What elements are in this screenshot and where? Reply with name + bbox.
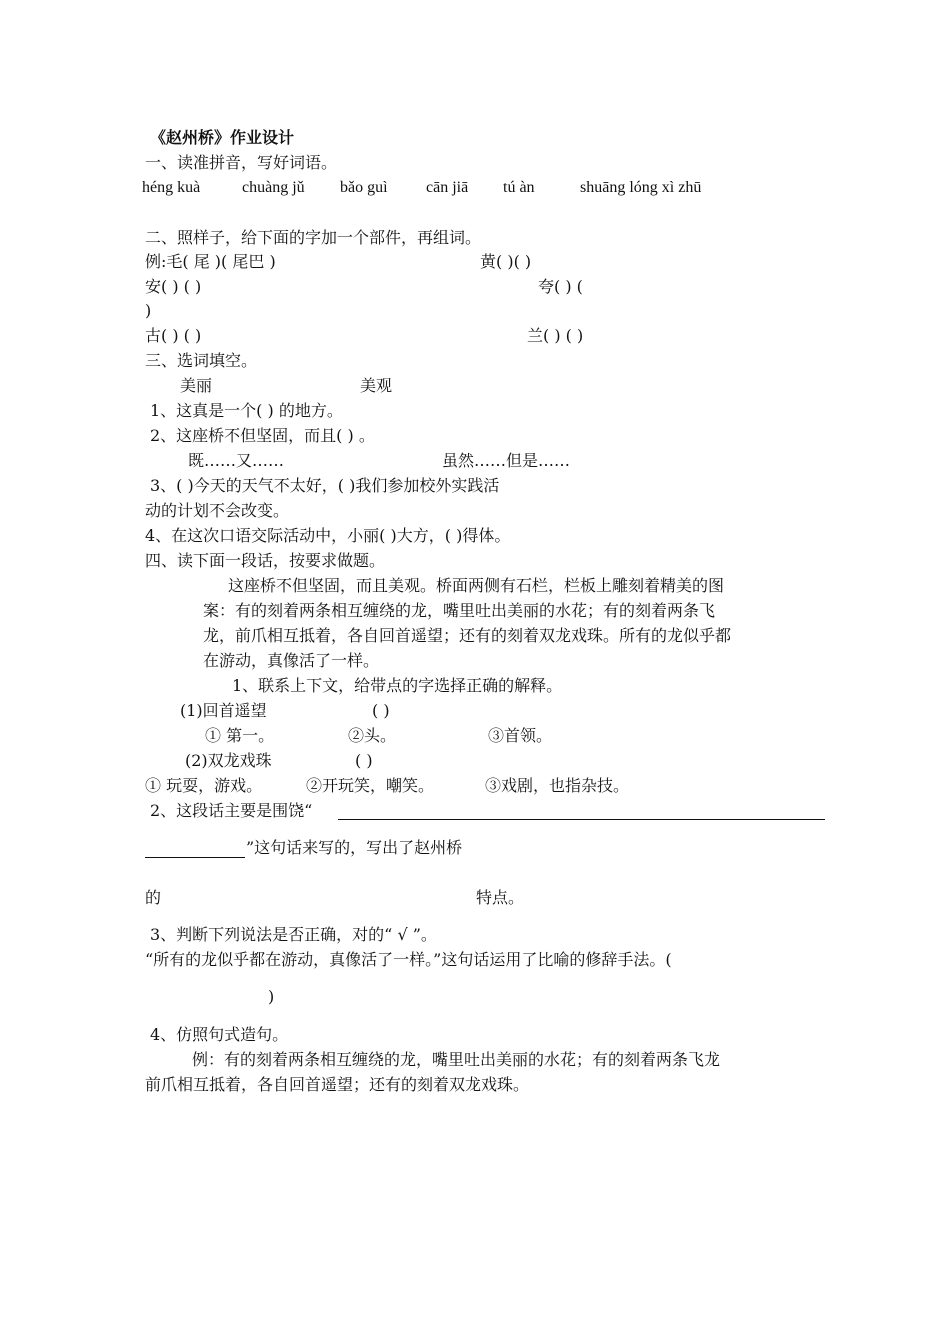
kua-blank-close: )	[145, 301, 152, 320]
question-1-item-b: (2)双龙戏珠	[185, 751, 272, 770]
option-b-2: ②开玩笑，嘲笑。	[306, 776, 435, 795]
reading-question-4: 4、仿照句式造句。	[150, 1025, 289, 1044]
passage-line: 这座桥不但坚固，而且美观。桥面两侧有石栏，栏板上雕刻着精美的图	[228, 576, 725, 595]
section-3-heading: 三、选词填空。	[145, 351, 258, 370]
option-a-2: ②头。	[348, 726, 397, 745]
answer-underline	[338, 819, 825, 820]
reading-question-2: 2、这段话主要是围饶“	[150, 801, 313, 820]
judgment-statement: “所有的龙似乎都在游动，真像活了一样。”这句话运用了比喻的修辞手法。(	[145, 950, 672, 969]
word-option-1: 美丽	[180, 376, 213, 395]
fill-question-3-cont: 动的计划不会改变。	[145, 501, 290, 520]
option-a-1: ① 第一。	[205, 726, 275, 745]
judgment-blank-close: )	[268, 987, 275, 1006]
example-line: 例:毛( 尾 )( 尾巴 )	[145, 252, 276, 271]
pinyin-4: cān jiā	[426, 179, 469, 196]
pinyin-2: chuàng jǔ	[242, 179, 305, 196]
question-1-item-a: (1)回首遥望	[180, 701, 267, 720]
question-1-item-a-blank: ( )	[372, 701, 390, 720]
word-option-2: 美观	[360, 376, 393, 395]
option-b-1: ① 玩耍，游戏。	[145, 776, 263, 795]
imitation-example-line-2: 前爪相互抵着，各自回首遥望；还有的刻着双龙戏珠。	[145, 1075, 530, 1094]
reading-question-2-cont: ”这句话来写的，写出了赵州桥	[246, 838, 463, 857]
fill-question-3: 3、( )今天的天气不太好，( )我们参加校外实践活	[150, 476, 500, 495]
pinyin-1: héng kuà	[142, 179, 201, 196]
pinyin-5: tú àn	[503, 179, 535, 196]
gu-blank: 古( ) ( )	[145, 326, 202, 345]
conjunction-option-2: 虽然……但是……	[442, 451, 571, 470]
option-a-3: ③首领。	[488, 726, 553, 745]
passage-line: 案：有的刻着两条相互缠绕的龙，嘴里吐出美丽的水花；有的刻着两条飞	[203, 601, 716, 620]
fill-question-1: 1、这真是一个( ) 的地方。	[150, 401, 343, 420]
reading-question-3: 3、判断下列说法是否正确，对的“ √ ”。	[150, 925, 437, 944]
page-title: 《赵州桥》作业设计	[150, 128, 295, 147]
an-blank: 安( ) ( )	[145, 277, 202, 296]
pinyin-6: shuāng lóng xì zhū	[580, 179, 702, 196]
question-1-item-b-blank: ( )	[355, 751, 373, 770]
section-2-heading: 二、照样子，给下面的字加一个部件，再组词。	[145, 228, 482, 247]
huang-blank: 黄( )( )	[480, 252, 532, 271]
reading-question-2-de: 的	[145, 888, 162, 907]
answer-underline	[145, 857, 245, 858]
section-1-heading: 一、读准拼音，写好词语。	[145, 153, 338, 172]
option-b-3: ③戏剧，也指杂技。	[485, 776, 630, 795]
fill-question-2: 2、这座桥不但坚固，而且( ) 。	[150, 426, 375, 445]
fill-question-4: 4、在这次口语交际活动中，小丽( )大方，( )得体。	[145, 526, 511, 545]
reading-question-1: 1、联系上下文，给带点的字选择正确的解释。	[232, 676, 563, 695]
reading-question-2-feature: 特点。	[476, 888, 525, 907]
passage-line: 龙，前爪相互抵着，各自回首遥望；还有的刻着双龙戏珠。所有的龙似乎都	[203, 626, 732, 645]
section-4-heading: 四、读下面一段话，按要求做题。	[145, 551, 386, 570]
kua-blank: 夸( ) (	[538, 277, 583, 296]
passage-line: 在游动，真像活了一样。	[203, 651, 380, 670]
imitation-example-line-1: 例：有的刻着两条相互缠绕的龙，嘴里吐出美丽的水花；有的刻着两条飞龙	[192, 1050, 721, 1069]
pinyin-3: bǎo guì	[340, 179, 388, 196]
conjunction-option-1: 既……又……	[188, 451, 285, 470]
lan-blank: 兰( ) ( )	[527, 326, 584, 345]
